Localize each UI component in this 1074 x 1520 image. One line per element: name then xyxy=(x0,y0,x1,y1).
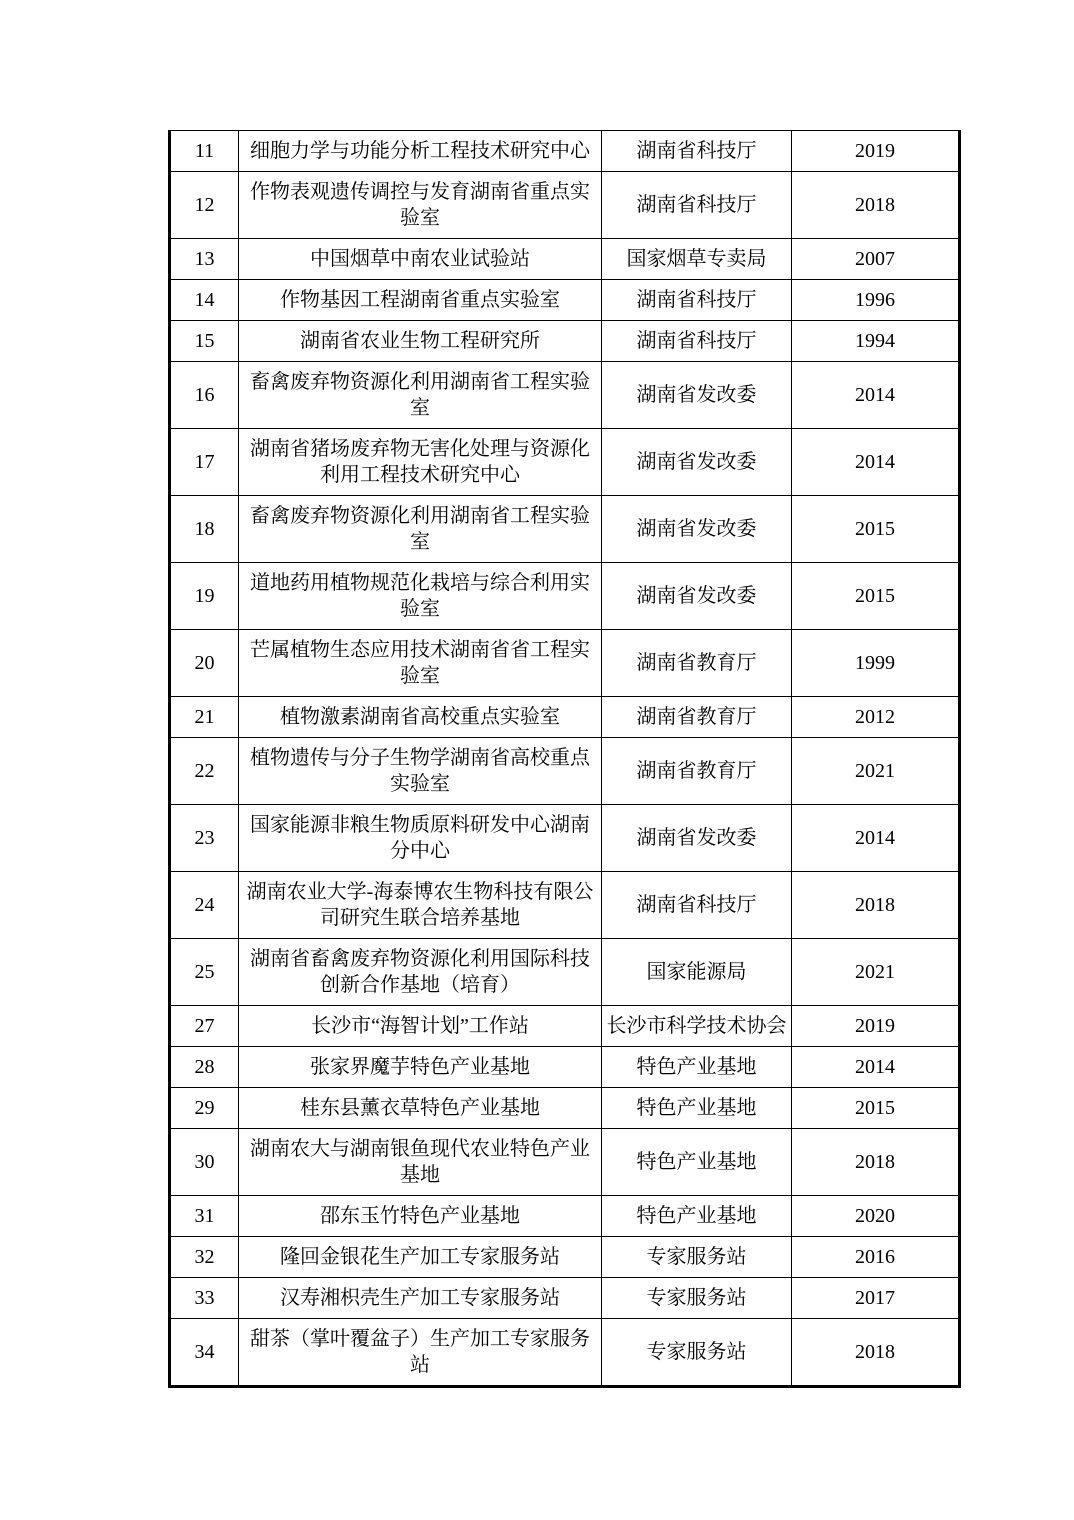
table-row xyxy=(170,321,960,362)
row-number-cell: 30 xyxy=(170,1129,239,1196)
row-number-cell: 31 xyxy=(170,1196,239,1237)
row-number-cell: 14 xyxy=(170,280,239,321)
row-number-cell: 32 xyxy=(170,1237,239,1278)
platform-name-cell: 中国烟草中南农业试验站 xyxy=(239,239,602,280)
table-row xyxy=(170,429,960,496)
platforms-table-body xyxy=(170,131,960,1387)
year-cell: 2018 xyxy=(792,1319,960,1387)
year-cell: 2014 xyxy=(792,1047,960,1088)
row-number-cell: 23 xyxy=(170,805,239,872)
table-row xyxy=(170,872,960,939)
authority-cell: 湖南省科技厅 xyxy=(602,321,792,362)
year-cell: 1999 xyxy=(792,630,960,697)
row-number-cell: 24 xyxy=(170,872,239,939)
platform-name-cell: 作物基因工程湖南省重点实验室 xyxy=(239,280,602,321)
row-number-cell: 21 xyxy=(170,697,239,738)
row-number-cell: 29 xyxy=(170,1088,239,1129)
authority-cell: 国家烟草专卖局 xyxy=(602,239,792,280)
row-number-cell: 11 xyxy=(170,131,239,172)
row-number-cell: 33 xyxy=(170,1278,239,1319)
row-number-cell: 20 xyxy=(170,630,239,697)
row-number-cell: 17 xyxy=(170,429,239,496)
table-row xyxy=(170,939,960,1006)
platform-name-cell: 国家能源非粮生物质原料研发中心湖南分中心 xyxy=(239,805,602,872)
platform-name-cell: 甜茶（掌叶覆盆子）生产加工专家服务站 xyxy=(239,1319,602,1387)
table-row xyxy=(170,738,960,805)
platform-name-cell: 邵东玉竹特色产业基地 xyxy=(239,1196,602,1237)
authority-cell: 特色产业基地 xyxy=(602,1129,792,1196)
year-cell: 2014 xyxy=(792,805,960,872)
year-cell: 2018 xyxy=(792,1129,960,1196)
platform-name-cell: 隆回金银花生产加工专家服务站 xyxy=(239,1237,602,1278)
table-row xyxy=(170,1196,960,1237)
table-row xyxy=(170,630,960,697)
year-cell: 2019 xyxy=(792,1006,960,1047)
authority-cell: 湖南省发改委 xyxy=(602,563,792,630)
authority-cell: 专家服务站 xyxy=(602,1237,792,1278)
platform-name-cell: 湖南省猪场废弃物无害化处理与资源化利用工程技术研究中心 xyxy=(239,429,602,496)
year-cell: 1994 xyxy=(792,321,960,362)
table-row xyxy=(170,280,960,321)
platform-name-cell: 畜禽废弃物资源化利用湖南省工程实验室 xyxy=(239,496,602,563)
authority-cell: 湖南省科技厅 xyxy=(602,172,792,239)
row-number-cell: 13 xyxy=(170,239,239,280)
year-cell: 2021 xyxy=(792,738,960,805)
authority-cell: 湖南省教育厅 xyxy=(602,697,792,738)
platform-name-cell: 汉寿湘枳壳生产加工专家服务站 xyxy=(239,1278,602,1319)
authority-cell: 长沙市科学技术协会 xyxy=(602,1006,792,1047)
year-cell: 2018 xyxy=(792,172,960,239)
authority-cell: 湖南省发改委 xyxy=(602,429,792,496)
authority-cell: 湖南省发改委 xyxy=(602,362,792,429)
platform-name-cell: 植物激素湖南省高校重点实验室 xyxy=(239,697,602,738)
platform-name-cell: 长沙市“海智计划”工作站 xyxy=(239,1006,602,1047)
row-number-cell: 34 xyxy=(170,1319,239,1387)
row-number-cell: 18 xyxy=(170,496,239,563)
year-cell: 2017 xyxy=(792,1278,960,1319)
table-row xyxy=(170,172,960,239)
year-cell: 2015 xyxy=(792,563,960,630)
year-cell: 2021 xyxy=(792,939,960,1006)
table-row xyxy=(170,805,960,872)
platform-name-cell: 芒属植物生态应用技术湖南省省工程实验室 xyxy=(239,630,602,697)
row-number-cell: 15 xyxy=(170,321,239,362)
table-row xyxy=(170,1278,960,1319)
year-cell: 2020 xyxy=(792,1196,960,1237)
authority-cell: 特色产业基地 xyxy=(602,1088,792,1129)
row-number-cell: 19 xyxy=(170,563,239,630)
platform-name-cell: 桂东县薰衣草特色产业基地 xyxy=(239,1088,602,1129)
year-cell: 2015 xyxy=(792,1088,960,1129)
year-cell: 2019 xyxy=(792,131,960,172)
platform-name-cell: 细胞力学与功能分析工程技术研究中心 xyxy=(239,131,602,172)
platform-name-cell: 湖南省农业生物工程研究所 xyxy=(239,321,602,362)
year-cell: 1996 xyxy=(792,280,960,321)
platform-name-cell: 湖南农大与湖南银鱼现代农业特色产业基地 xyxy=(239,1129,602,1196)
table-row xyxy=(170,563,960,630)
row-number-cell: 22 xyxy=(170,738,239,805)
platform-name-cell: 作物表观遗传调控与发育湖南省重点实验室 xyxy=(239,172,602,239)
row-number-cell: 27 xyxy=(170,1006,239,1047)
authority-cell: 湖南省科技厅 xyxy=(602,280,792,321)
row-number-cell: 12 xyxy=(170,172,239,239)
platform-name-cell: 道地药用植物规范化栽培与综合利用实验室 xyxy=(239,563,602,630)
year-cell: 2018 xyxy=(792,872,960,939)
platform-name-cell: 湖南农业大学-海泰博农生物科技有限公司研究生联合培养基地 xyxy=(239,872,602,939)
authority-cell: 湖南省发改委 xyxy=(602,805,792,872)
year-cell: 2015 xyxy=(792,496,960,563)
year-cell: 2014 xyxy=(792,362,960,429)
row-number-cell: 25 xyxy=(170,939,239,1006)
authority-cell: 专家服务站 xyxy=(602,1319,792,1387)
table-row xyxy=(170,362,960,429)
year-cell: 2007 xyxy=(792,239,960,280)
authority-cell: 湖南省科技厅 xyxy=(602,131,792,172)
platform-name-cell: 湖南省畜禽废弃物资源化利用国际科技创新合作基地（培育） xyxy=(239,939,602,1006)
table-row xyxy=(170,131,960,172)
table-row xyxy=(170,239,960,280)
table-row xyxy=(170,1088,960,1129)
authority-cell: 湖南省发改委 xyxy=(602,496,792,563)
table-row xyxy=(170,697,960,738)
authority-cell: 湖南省教育厅 xyxy=(602,738,792,805)
authority-cell: 湖南省教育厅 xyxy=(602,630,792,697)
year-cell: 2014 xyxy=(792,429,960,496)
authority-cell: 特色产业基地 xyxy=(602,1047,792,1088)
table-row xyxy=(170,1319,960,1387)
row-number-cell: 28 xyxy=(170,1047,239,1088)
platform-name-cell: 张家界魔芋特色产业基地 xyxy=(239,1047,602,1088)
table-row xyxy=(170,1237,960,1278)
authority-cell: 特色产业基地 xyxy=(602,1196,792,1237)
table-row xyxy=(170,1129,960,1196)
row-number-cell: 16 xyxy=(170,362,239,429)
authority-cell: 专家服务站 xyxy=(602,1278,792,1319)
table-row xyxy=(170,1006,960,1047)
year-cell: 2012 xyxy=(792,697,960,738)
authority-cell: 湖南省科技厅 xyxy=(602,872,792,939)
year-cell: 2016 xyxy=(792,1237,960,1278)
platform-name-cell: 植物遗传与分子生物学湖南省高校重点实验室 xyxy=(239,738,602,805)
authority-cell: 国家能源局 xyxy=(602,939,792,1006)
table-row xyxy=(170,496,960,563)
platforms-table xyxy=(168,130,961,1388)
platform-name-cell: 畜禽废弃物资源化利用湖南省工程实验室 xyxy=(239,362,602,429)
table-row xyxy=(170,1047,960,1088)
